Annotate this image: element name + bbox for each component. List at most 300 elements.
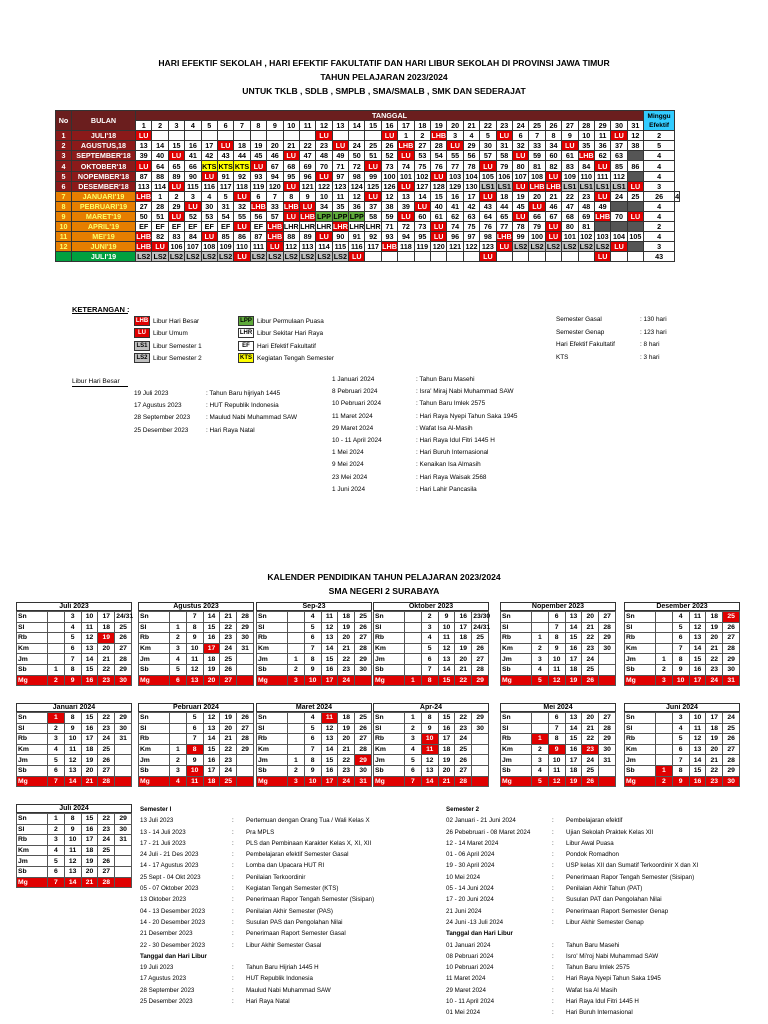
- day-cell: 25: [627, 191, 643, 201]
- date-cell: [532, 723, 549, 734]
- day-cell: 59: [529, 151, 545, 161]
- date-cell: 15: [689, 765, 706, 776]
- weekday-label: Rb: [17, 835, 48, 846]
- date-cell: 16: [81, 723, 98, 734]
- weekday-label: Jm: [139, 654, 170, 665]
- day-cell: 92: [365, 232, 381, 242]
- date-cell: 9: [421, 723, 438, 734]
- day-cell: LU: [611, 242, 627, 252]
- day-cell: 106: [496, 171, 512, 181]
- date-cell: 19: [203, 664, 220, 675]
- event-colon: :: [552, 975, 554, 983]
- day-cell: 116: [349, 242, 365, 252]
- day-cell: LU: [299, 201, 315, 211]
- date-cell: 19: [220, 713, 237, 724]
- date-cell: 6: [64, 643, 81, 654]
- legend-code: KTS: [240, 355, 252, 361]
- legend-code: LHB: [135, 318, 149, 324]
- row-no: 3: [56, 151, 72, 161]
- date-cell: 27: [98, 866, 115, 877]
- day-cell: 75: [414, 161, 430, 171]
- day-cell: 117: [217, 181, 233, 191]
- day-cell: LPP: [333, 211, 348, 221]
- date-cell: [115, 845, 132, 856]
- day-cell: 6: [512, 131, 528, 141]
- day-cell: 18: [496, 191, 512, 201]
- date-cell: 14: [321, 744, 338, 755]
- week-row: [625, 744, 740, 755]
- header-day: 20: [447, 121, 463, 131]
- day-cell: [283, 131, 299, 141]
- weekday-label: Sl: [374, 723, 405, 734]
- date-cell: 17: [706, 713, 723, 724]
- event-text: Tahun Baru Masehi: [566, 941, 620, 949]
- date-cell: 28: [115, 654, 132, 665]
- event-text: Libur Akhir Semester Gasal: [246, 941, 322, 949]
- week-row: [501, 755, 616, 766]
- top-title-block: [0, 56, 768, 98]
- day-cell: 25: [365, 141, 381, 151]
- day-cell: LU: [431, 232, 447, 242]
- event-row: [140, 906, 374, 917]
- day-cell: LS2: [219, 252, 233, 262]
- month-grid: [624, 712, 740, 787]
- date-cell: 11: [81, 622, 98, 633]
- day-cell: 12: [349, 191, 365, 201]
- day-cell: 51: [365, 151, 381, 161]
- day-cell: 1: [152, 191, 168, 201]
- day-cell: LS2: [153, 252, 167, 262]
- date-cell: 25: [582, 664, 599, 675]
- day-cell: 8: [545, 131, 561, 141]
- day-cell: LU: [316, 171, 332, 181]
- month-grid: [16, 611, 132, 686]
- day-cell: LHR: [332, 222, 348, 232]
- date-cell: 23: [706, 664, 723, 675]
- holiday-name: : Maulud Nabi Muhammad SAW: [206, 414, 298, 422]
- weekday-label: Sn: [17, 612, 48, 623]
- date-cell: 23: [582, 744, 599, 755]
- day-cell: 88: [152, 171, 168, 181]
- month-grid: [256, 712, 372, 787]
- summary-value: : 123 hari: [640, 328, 667, 336]
- date-cell: [656, 734, 673, 745]
- date-cell: 29: [355, 654, 372, 665]
- date-cell: [472, 734, 489, 745]
- event-row: [446, 827, 698, 838]
- day-cell: 4: [463, 131, 479, 141]
- day-cell: 69: [299, 161, 315, 171]
- day-cell: 72: [398, 222, 414, 232]
- date-cell: 20: [338, 734, 355, 745]
- week-row: [257, 654, 372, 665]
- day-cell: 54: [431, 151, 447, 161]
- date-cell: 30: [723, 664, 740, 675]
- day-cell: 129: [447, 181, 463, 191]
- day-cell: 78: [463, 161, 479, 171]
- event-text: Penerimaan Rapor Tengah Semester (Sisipan): [566, 873, 695, 881]
- date-cell: 5: [48, 856, 65, 867]
- month-title: Nopember 2023: [500, 602, 616, 611]
- event-text: Wafat Isa Al Masih: [566, 986, 618, 994]
- weekday-label: Sl: [625, 723, 656, 734]
- date-cell: 6: [304, 633, 321, 644]
- day-cell: LHR: [283, 222, 299, 232]
- day-cell: LS2: [251, 252, 266, 262]
- date-cell: [170, 713, 187, 724]
- date-cell: 24: [582, 755, 599, 766]
- date-cell: 16: [81, 675, 98, 686]
- day-cell: 95: [414, 232, 430, 242]
- date-cell: 27: [220, 675, 237, 686]
- holiday-date: 19 Juli 2023: [134, 390, 169, 397]
- weekday-label: Jm: [257, 654, 288, 665]
- day-cell: 84: [578, 161, 594, 171]
- row-bulan: AGUSTUS,18: [72, 141, 136, 151]
- day-cell: LU: [234, 191, 250, 201]
- header-day: 31: [627, 121, 643, 131]
- date-cell: 16: [689, 776, 706, 787]
- day-cell: [414, 252, 430, 262]
- date-cell: 24: [220, 765, 237, 776]
- weekday-label: Mg: [139, 675, 170, 686]
- date-cell: 13: [321, 633, 338, 644]
- day-cell: 81: [578, 222, 594, 232]
- event-date: 22 - 30 Desember 2023: [140, 941, 206, 949]
- day-cell: 50: [349, 151, 365, 161]
- date-cell: 27: [237, 723, 254, 734]
- date-cell: [656, 643, 673, 654]
- day-cell: 78: [512, 222, 528, 232]
- event-date: 14 - 17 Agustus 2023: [140, 862, 199, 870]
- date-cell: 16: [565, 744, 582, 755]
- day-cell: 120: [267, 181, 283, 191]
- weekday-label: Sb: [17, 664, 48, 675]
- holiday-name: : Hari Raya Nyepi Tahun Saka 1945: [416, 412, 518, 420]
- weekday-label: Rb: [374, 633, 405, 644]
- day-cell: 14: [152, 141, 168, 151]
- date-cell: 9: [438, 612, 455, 623]
- date-cell: 19: [438, 755, 455, 766]
- day-cell: 97: [332, 171, 348, 181]
- day-cell: 61: [562, 151, 578, 161]
- week-row: [374, 755, 489, 766]
- date-cell: 11: [548, 664, 565, 675]
- weekday-label: Jm: [501, 654, 532, 665]
- week-row: [374, 654, 489, 665]
- header-day: 12: [316, 121, 332, 131]
- date-cell: [237, 755, 254, 766]
- header-day: 24: [512, 121, 528, 131]
- day-cell: LU: [480, 161, 496, 171]
- event-date: 05 - 07 Oktober 2023: [140, 885, 199, 893]
- day-cell: 61: [431, 211, 447, 221]
- event-colon: :: [232, 907, 234, 915]
- date-cell: 17: [565, 654, 582, 665]
- date-cell: 18: [706, 612, 723, 623]
- day-cell: [250, 131, 266, 141]
- weekday-label: Sn: [17, 814, 48, 825]
- day-cell: 89: [299, 232, 315, 242]
- date-cell: [115, 866, 132, 877]
- day-cell: 97: [463, 232, 479, 242]
- date-cell: 28: [723, 755, 740, 766]
- month-grid: [138, 712, 254, 787]
- day-cell: 79: [496, 161, 512, 171]
- day-cell: 82: [152, 232, 168, 242]
- date-cell: 19: [338, 622, 355, 633]
- date-cell: [355, 675, 372, 686]
- holiday-name: : Kenaikan Isa Almasih: [416, 461, 481, 469]
- week-row: [257, 643, 372, 654]
- date-cell: 29: [599, 633, 616, 644]
- date-cell: 22: [582, 633, 599, 644]
- day-cell: 89: [168, 171, 184, 181]
- date-cell: 4: [170, 654, 187, 665]
- weekday-label: Km: [625, 744, 656, 755]
- day-cell: 121: [299, 181, 315, 191]
- day-cell: 127: [414, 181, 430, 191]
- day-cell: LU: [480, 252, 496, 262]
- date-cell: 24: [338, 675, 355, 686]
- week-row: [257, 755, 372, 766]
- legend-item: [134, 353, 202, 363]
- date-cell: [656, 713, 673, 724]
- event-date: 01 - 06 April 2024: [446, 851, 495, 859]
- date-cell: 6: [48, 765, 65, 776]
- date-cell: 14: [321, 643, 338, 654]
- date-cell: 23: [338, 765, 355, 776]
- day-cell: 8: [283, 191, 299, 201]
- date-cell: 15: [438, 713, 455, 724]
- date-cell: 25: [723, 723, 740, 734]
- weekday-label: Km: [501, 744, 532, 755]
- table-row: [56, 201, 680, 211]
- day-cell: 38: [381, 201, 397, 211]
- date-cell: 25: [723, 612, 740, 623]
- month-title: Januari 2024: [16, 703, 132, 712]
- event-date: 04 - 13 Desember 2023: [140, 907, 206, 915]
- event-date: 21 Desember 2023: [140, 930, 193, 938]
- day-cell: [611, 252, 627, 262]
- date-cell: 27: [455, 765, 472, 776]
- day-cell: LU: [545, 232, 561, 242]
- event-row: [140, 996, 374, 1007]
- header-day: 30: [611, 121, 627, 131]
- date-cell: 16: [321, 664, 338, 675]
- date-cell: 5: [672, 734, 689, 745]
- date-cell: 15: [565, 734, 582, 745]
- holiday-heading: Tanggal dan Hari Libur: [446, 930, 513, 938]
- date-cell: 4: [48, 744, 65, 755]
- date-cell: [170, 612, 187, 623]
- date-cell: 23/30: [473, 613, 491, 621]
- row-bulan: NOPEMBER'18: [72, 171, 136, 181]
- event-row: [140, 849, 374, 860]
- event-date: 24 Juli - 21 Des 2023: [140, 851, 199, 859]
- day-cell: 56: [250, 211, 266, 221]
- date-cell: [656, 622, 673, 633]
- date-cell: 8: [64, 664, 81, 675]
- day-cell: 55: [447, 151, 463, 161]
- date-cell: 24/31: [473, 623, 491, 631]
- event-colon: :: [232, 930, 234, 938]
- week-row: [374, 675, 489, 686]
- day-cell: 87: [136, 171, 152, 181]
- date-cell: 15: [81, 664, 98, 675]
- day-cell: 112: [283, 242, 299, 252]
- week-row: [625, 713, 740, 724]
- event-colon: :: [552, 873, 554, 881]
- date-cell: 13: [64, 866, 81, 877]
- date-cell: 29: [355, 755, 372, 766]
- day-cell: LU: [512, 181, 528, 191]
- date-cell: 18: [565, 664, 582, 675]
- event-row: [446, 815, 698, 826]
- holiday-name: : Wafat Isa Al-Masih: [416, 424, 473, 432]
- day-cell: 41: [185, 151, 201, 161]
- day-cell: LHB: [267, 232, 283, 242]
- event-text: Penerimaan Raport Semester Genap: [566, 907, 669, 915]
- date-cell: 10: [64, 835, 81, 846]
- event-colon: :: [232, 817, 234, 825]
- month-calendar: [373, 703, 489, 787]
- week-row: [625, 664, 740, 675]
- day-cell: LHB: [136, 191, 152, 201]
- day-cell: 43: [217, 151, 233, 161]
- date-cell: 20: [706, 633, 723, 644]
- date-cell: 17: [565, 755, 582, 766]
- date-cell: [472, 765, 489, 776]
- date-cell: 21: [455, 664, 472, 675]
- legend-item: [238, 353, 334, 363]
- header-day: 8: [250, 121, 266, 131]
- date-cell: [288, 744, 305, 755]
- event-text: Libur Akhir Semester Genap: [566, 918, 644, 926]
- day-cell: EF: [152, 222, 168, 232]
- weekday-label: Jm: [374, 654, 405, 665]
- date-cell: 23: [98, 675, 115, 686]
- day-cell: LS1: [563, 181, 577, 191]
- date-cell: 10: [548, 755, 565, 766]
- month-title: Pebruari 2024: [138, 703, 254, 712]
- date-cell: [288, 713, 305, 724]
- date-cell: 21: [81, 776, 98, 787]
- date-cell: [115, 765, 132, 776]
- event-colon: :: [552, 828, 554, 836]
- date-cell: 11: [321, 713, 338, 724]
- month-grid: [373, 712, 489, 787]
- date-cell: 8: [186, 622, 203, 633]
- day-cell: LU: [365, 161, 381, 171]
- day-cell: 108: [201, 242, 217, 252]
- summary-key: Semester Genap: [556, 328, 605, 336]
- day-cell: 12: [381, 191, 397, 201]
- date-cell: [48, 633, 65, 644]
- date-cell: 28: [355, 744, 372, 755]
- date-cell: 15: [321, 755, 338, 766]
- date-cell: 9: [304, 664, 321, 675]
- date-cell: 11: [438, 633, 455, 644]
- table-row: [56, 161, 680, 171]
- date-cell: 19: [338, 723, 355, 734]
- day-cell: LU: [545, 171, 561, 181]
- day-cell: 67: [545, 211, 561, 221]
- date-cell: 9: [186, 755, 203, 766]
- day-cell: [431, 252, 447, 262]
- date-cell: 2: [532, 643, 549, 654]
- month-title: Juni 2024: [624, 703, 740, 712]
- day-cell: LHR: [316, 222, 332, 232]
- day-cell: 102: [578, 232, 594, 242]
- date-cell: 2: [170, 755, 187, 766]
- weekday-label: Sl: [257, 723, 288, 734]
- legend-item: [238, 341, 316, 351]
- date-cell: 9: [672, 776, 689, 787]
- event-row: [140, 985, 374, 996]
- date-cell: [48, 612, 65, 623]
- event-text: Penilaian Akhir Tahun (PAT): [566, 885, 643, 893]
- date-cell: 5: [405, 755, 422, 766]
- date-cell: 14: [81, 654, 98, 665]
- weekday-label: Km: [139, 744, 170, 755]
- day-cell: LU: [627, 211, 643, 221]
- day-cell: 20: [267, 141, 283, 151]
- week-row: [257, 622, 372, 633]
- event-date: 12 - 14 Maret 2024: [446, 839, 499, 847]
- day-cell: 51: [152, 211, 168, 221]
- week-row: [374, 723, 489, 734]
- day-cell: 7: [529, 131, 545, 141]
- date-cell: 23: [706, 776, 723, 787]
- day-cell: 21: [545, 191, 561, 201]
- row-minggu: 5: [644, 141, 675, 151]
- day-cell: 101: [398, 171, 414, 181]
- day-cell: 107: [512, 171, 528, 181]
- date-cell: 13: [64, 765, 81, 776]
- day-cell: 117: [365, 242, 381, 252]
- day-cell: 116: [201, 181, 217, 191]
- day-cell: LU: [234, 222, 250, 232]
- event-text: Penilaian Terkoordinir: [246, 873, 306, 881]
- event-date: 10 - 11 April 2024: [446, 998, 495, 1006]
- date-cell: 28: [237, 612, 254, 623]
- date-cell: 7: [672, 643, 689, 654]
- holiday-date: 8 Pebruari 2024: [332, 388, 378, 396]
- month-calendar: [138, 602, 254, 686]
- date-cell: 30: [355, 664, 372, 675]
- date-cell: 25: [582, 765, 599, 776]
- day-cell: LPP: [317, 211, 331, 221]
- date-cell: 2: [288, 765, 305, 776]
- event-row: [140, 872, 374, 883]
- date-cell: 11: [186, 654, 203, 665]
- weekday-label: Sn: [625, 713, 656, 724]
- event-text: Tahun Baru Imlek 2575: [566, 964, 630, 972]
- header-day: 14: [349, 121, 365, 131]
- day-cell: 74: [447, 222, 463, 232]
- table-row: [56, 131, 680, 141]
- event-date: 11 Maret 2024: [446, 975, 486, 983]
- weekday-label: Rb: [17, 633, 48, 644]
- date-cell: 18: [706, 723, 723, 734]
- day-cell: [627, 151, 643, 161]
- date-cell: 10: [689, 713, 706, 724]
- week-row: [374, 612, 489, 623]
- date-cell: [115, 755, 132, 766]
- date-cell: 28: [237, 734, 254, 745]
- day-cell: 83: [168, 232, 184, 242]
